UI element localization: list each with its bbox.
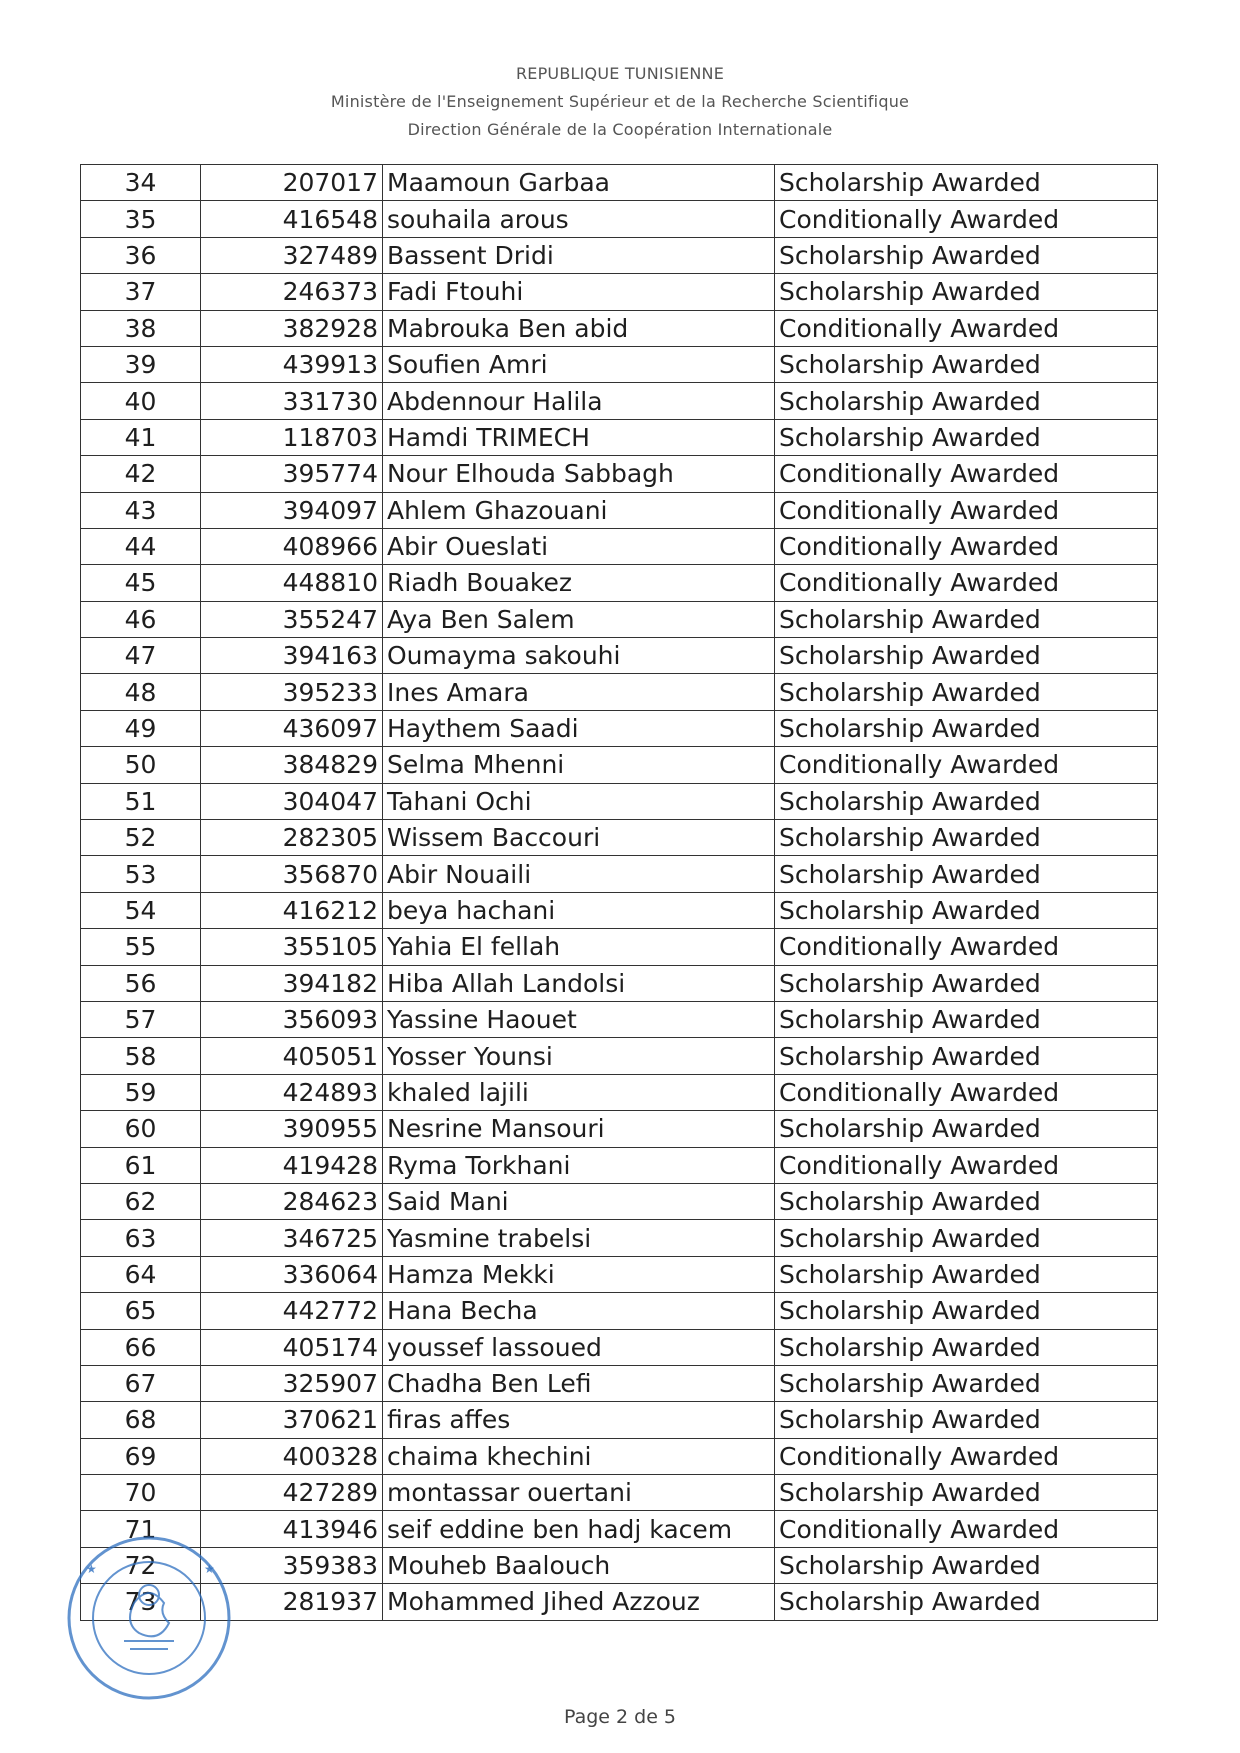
student-code: 416212: [201, 892, 383, 928]
student-name: Riadh Bouakez: [383, 565, 775, 601]
student-code: 394097: [201, 492, 383, 528]
table-row: [81, 1547, 1158, 1583]
student-name: Fadi Ftouhi: [383, 274, 775, 310]
row-number: 49: [81, 710, 201, 746]
row-number: 48: [81, 674, 201, 710]
student-name: Mohammed Jihed Azzouz: [383, 1584, 775, 1620]
row-number: 69: [81, 1438, 201, 1474]
table-row: [81, 965, 1158, 1001]
row-number: 62: [81, 1183, 201, 1219]
student-code: 395774: [201, 456, 383, 492]
row-number: 54: [81, 892, 201, 928]
student-name: Aya Ben Salem: [383, 601, 775, 637]
student-code: 355105: [201, 929, 383, 965]
student-code: 436097: [201, 710, 383, 746]
student-code: 427289: [201, 1475, 383, 1511]
table-row: [81, 419, 1158, 455]
row-number: 56: [81, 965, 201, 1001]
student-code: 400328: [201, 1438, 383, 1474]
table-row: [81, 1111, 1158, 1147]
award-status: Scholarship Awarded: [775, 783, 1158, 819]
row-number: 55: [81, 929, 201, 965]
table-row: [81, 1220, 1158, 1256]
award-status: Scholarship Awarded: [775, 1183, 1158, 1219]
student-code: 282305: [201, 820, 383, 856]
student-name: Nesrine Mansouri: [383, 1111, 775, 1147]
table-row: [81, 492, 1158, 528]
award-status: Scholarship Awarded: [775, 1256, 1158, 1292]
student-code: 442772: [201, 1293, 383, 1329]
student-code: 325907: [201, 1365, 383, 1401]
row-number: 67: [81, 1365, 201, 1401]
award-status: Scholarship Awarded: [775, 1001, 1158, 1037]
award-status: Scholarship Awarded: [775, 274, 1158, 310]
student-name: Yosser Younsi: [383, 1038, 775, 1074]
row-number: 70: [81, 1475, 201, 1511]
award-status: Scholarship Awarded: [775, 1111, 1158, 1147]
award-status: Scholarship Awarded: [775, 346, 1158, 382]
award-status: Scholarship Awarded: [775, 1475, 1158, 1511]
award-status: Scholarship Awarded: [775, 892, 1158, 928]
table-row: [81, 929, 1158, 965]
student-name: Abir Oueslati: [383, 528, 775, 564]
award-status: Scholarship Awarded: [775, 1329, 1158, 1365]
row-number: 71: [81, 1511, 201, 1547]
table-row: [81, 1511, 1158, 1547]
header-direction: Direction Générale de la Coopération Internationale: [407, 120, 833, 139]
student-code: 394182: [201, 965, 383, 1001]
student-code: 284623: [201, 1183, 383, 1219]
student-code: 118703: [201, 419, 383, 455]
results-table: [80, 164, 1158, 1621]
award-status: Conditionally Awarded: [775, 929, 1158, 965]
table-row: [81, 165, 1158, 201]
award-status: Scholarship Awarded: [775, 383, 1158, 419]
row-number: 63: [81, 1220, 201, 1256]
student-code: 281937: [201, 1584, 383, 1620]
table-row: [81, 310, 1158, 346]
award-status: Scholarship Awarded: [775, 601, 1158, 637]
table-row: [81, 1001, 1158, 1037]
row-number: 66: [81, 1329, 201, 1365]
row-number: 52: [81, 820, 201, 856]
student-name: Hiba Allah Landolsi: [383, 965, 775, 1001]
table-row: [81, 346, 1158, 382]
row-number: 51: [81, 783, 201, 819]
award-status: Conditionally Awarded: [775, 492, 1158, 528]
student-name: Selma Mhenni: [383, 747, 775, 783]
student-code: 355247: [201, 601, 383, 637]
student-name: Tahani Ochi: [383, 783, 775, 819]
award-status: Scholarship Awarded: [775, 638, 1158, 674]
student-name: seif eddine ben hadj kacem: [383, 1511, 775, 1547]
award-status: Scholarship Awarded: [775, 419, 1158, 455]
row-number: 43: [81, 492, 201, 528]
results-table-body: [81, 165, 1158, 1621]
student-name: Yahia El fellah: [383, 929, 775, 965]
row-number: 60: [81, 1111, 201, 1147]
student-code: 394163: [201, 638, 383, 674]
row-number: 59: [81, 1074, 201, 1110]
table-row: [81, 528, 1158, 564]
award-status: Scholarship Awarded: [775, 674, 1158, 710]
student-name: Haythem Saadi: [383, 710, 775, 746]
student-code: 395233: [201, 674, 383, 710]
student-name: firas affes: [383, 1402, 775, 1438]
table-row: [81, 1147, 1158, 1183]
row-number: 35: [81, 201, 201, 237]
row-number: 37: [81, 274, 201, 310]
award-status: Scholarship Awarded: [775, 710, 1158, 746]
student-name: Hana Becha: [383, 1293, 775, 1329]
award-status: Conditionally Awarded: [775, 747, 1158, 783]
student-name: youssef lassoued: [383, 1329, 775, 1365]
award-status: Scholarship Awarded: [775, 1293, 1158, 1329]
award-status: Conditionally Awarded: [775, 565, 1158, 601]
row-number: 50: [81, 747, 201, 783]
row-number: 64: [81, 1256, 201, 1292]
student-code: 370621: [201, 1402, 383, 1438]
table-row: [81, 237, 1158, 273]
table-row: [81, 856, 1158, 892]
award-status: Scholarship Awarded: [775, 165, 1158, 201]
student-name: Ryma Torkhani: [383, 1147, 775, 1183]
student-name: Bassent Dridi: [383, 237, 775, 273]
award-status: Conditionally Awarded: [775, 456, 1158, 492]
award-status: Conditionally Awarded: [775, 1438, 1158, 1474]
row-number: 53: [81, 856, 201, 892]
student-code: 439913: [201, 346, 383, 382]
row-number: 42: [81, 456, 201, 492]
student-name: Ahlem Ghazouani: [383, 492, 775, 528]
row-number: 39: [81, 346, 201, 382]
student-name: Ines Amara: [383, 674, 775, 710]
row-number: 44: [81, 528, 201, 564]
student-name: Chadha Ben Lefi: [383, 1365, 775, 1401]
award-status: Scholarship Awarded: [775, 1547, 1158, 1583]
row-number: 34: [81, 165, 201, 201]
student-code: 356093: [201, 1001, 383, 1037]
row-number: 73: [81, 1584, 201, 1620]
student-code: 405174: [201, 1329, 383, 1365]
row-number: 41: [81, 419, 201, 455]
student-name: Yassine Haouet: [383, 1001, 775, 1037]
table-row: [81, 820, 1158, 856]
student-name: Yasmine trabelsi: [383, 1220, 775, 1256]
student-name: Oumayma sakouhi: [383, 638, 775, 674]
student-code: 207017: [201, 165, 383, 201]
student-name: chaima khechini: [383, 1438, 775, 1474]
award-status: Scholarship Awarded: [775, 1402, 1158, 1438]
table-row: [81, 1365, 1158, 1401]
table-row: [81, 201, 1158, 237]
student-name: Mabrouka Ben abid: [383, 310, 775, 346]
student-name: Hamdi TRIMECH: [383, 419, 775, 455]
row-number: 36: [81, 237, 201, 273]
table-row: [81, 1584, 1158, 1620]
table-row: [81, 674, 1158, 710]
table-row: [81, 1183, 1158, 1219]
document-header: [0, 60, 1240, 144]
table-row: [81, 1438, 1158, 1474]
student-name: beya hachani: [383, 892, 775, 928]
table-row: [81, 710, 1158, 746]
award-status: Scholarship Awarded: [775, 856, 1158, 892]
table-row: [81, 274, 1158, 310]
student-code: 390955: [201, 1111, 383, 1147]
award-status: Scholarship Awarded: [775, 237, 1158, 273]
student-name: Abdennour Halila: [383, 383, 775, 419]
table-row: [81, 747, 1158, 783]
award-status: Scholarship Awarded: [775, 1038, 1158, 1074]
student-name: Wissem Baccouri: [383, 820, 775, 856]
student-code: 356870: [201, 856, 383, 892]
student-code: 304047: [201, 783, 383, 819]
table-row: [81, 638, 1158, 674]
student-name: Hamza Mekki: [383, 1256, 775, 1292]
table-row: [81, 383, 1158, 419]
svg-text:★: ★: [86, 1562, 97, 1576]
row-number: 46: [81, 601, 201, 637]
student-code: 382928: [201, 310, 383, 346]
student-code: 405051: [201, 1038, 383, 1074]
student-code: 359383: [201, 1547, 383, 1583]
table-row: [81, 1475, 1158, 1511]
row-number: 57: [81, 1001, 201, 1037]
student-code: 346725: [201, 1220, 383, 1256]
award-status: Scholarship Awarded: [775, 1365, 1158, 1401]
student-code: 419428: [201, 1147, 383, 1183]
row-number: 45: [81, 565, 201, 601]
student-name: Maamoun Garbaa: [383, 165, 775, 201]
row-number: 58: [81, 1038, 201, 1074]
student-code: 408966: [201, 528, 383, 564]
table-row: [81, 1038, 1158, 1074]
row-number: 38: [81, 310, 201, 346]
row-number: 61: [81, 1147, 201, 1183]
award-status: Conditionally Awarded: [775, 1511, 1158, 1547]
table-row: [81, 1074, 1158, 1110]
table-row: [81, 1293, 1158, 1329]
award-status: Scholarship Awarded: [775, 820, 1158, 856]
table-row: [81, 601, 1158, 637]
page-number: Page 2 de 5: [563, 1706, 677, 1728]
student-name: souhaila arous: [383, 201, 775, 237]
row-number: 47: [81, 638, 201, 674]
svg-text:★: ★: [204, 1562, 215, 1576]
table-row: [81, 783, 1158, 819]
student-name: Nour Elhouda Sabbagh: [383, 456, 775, 492]
table-row: [81, 1256, 1158, 1292]
row-number: 68: [81, 1402, 201, 1438]
table-row: [81, 456, 1158, 492]
table-row: [81, 892, 1158, 928]
student-code: 424893: [201, 1074, 383, 1110]
table-row: [81, 1329, 1158, 1365]
student-code: 336064: [201, 1256, 383, 1292]
student-code: 331730: [201, 383, 383, 419]
table-row: [81, 1402, 1158, 1438]
student-code: 416548: [201, 201, 383, 237]
student-name: montassar ouertani: [383, 1475, 775, 1511]
student-name: Said Mani: [383, 1183, 775, 1219]
award-status: Scholarship Awarded: [775, 1220, 1158, 1256]
student-code: 327489: [201, 237, 383, 273]
student-name: Soufien Amri: [383, 346, 775, 382]
student-name: Mouheb Baalouch: [383, 1547, 775, 1583]
student-name: khaled lajili: [383, 1074, 775, 1110]
student-code: 384829: [201, 747, 383, 783]
award-status: Conditionally Awarded: [775, 528, 1158, 564]
award-status: Conditionally Awarded: [775, 201, 1158, 237]
award-status: Scholarship Awarded: [775, 1584, 1158, 1620]
student-code: 246373: [201, 274, 383, 310]
row-number: 72: [81, 1547, 201, 1583]
row-number: 65: [81, 1293, 201, 1329]
student-code: 413946: [201, 1511, 383, 1547]
student-code: 448810: [201, 565, 383, 601]
row-number: 40: [81, 383, 201, 419]
award-status: Conditionally Awarded: [775, 310, 1158, 346]
student-name: Abir Nouaili: [383, 856, 775, 892]
award-status: Conditionally Awarded: [775, 1074, 1158, 1110]
award-status: Conditionally Awarded: [775, 1147, 1158, 1183]
award-status: Scholarship Awarded: [775, 965, 1158, 1001]
header-ministry: Ministère de l'Enseignement Supérieur et de la Recherche Scientifique: [330, 92, 910, 111]
table-row: [81, 565, 1158, 601]
header-republic: REPUBLIQUE TUNISIENNE: [515, 64, 725, 83]
